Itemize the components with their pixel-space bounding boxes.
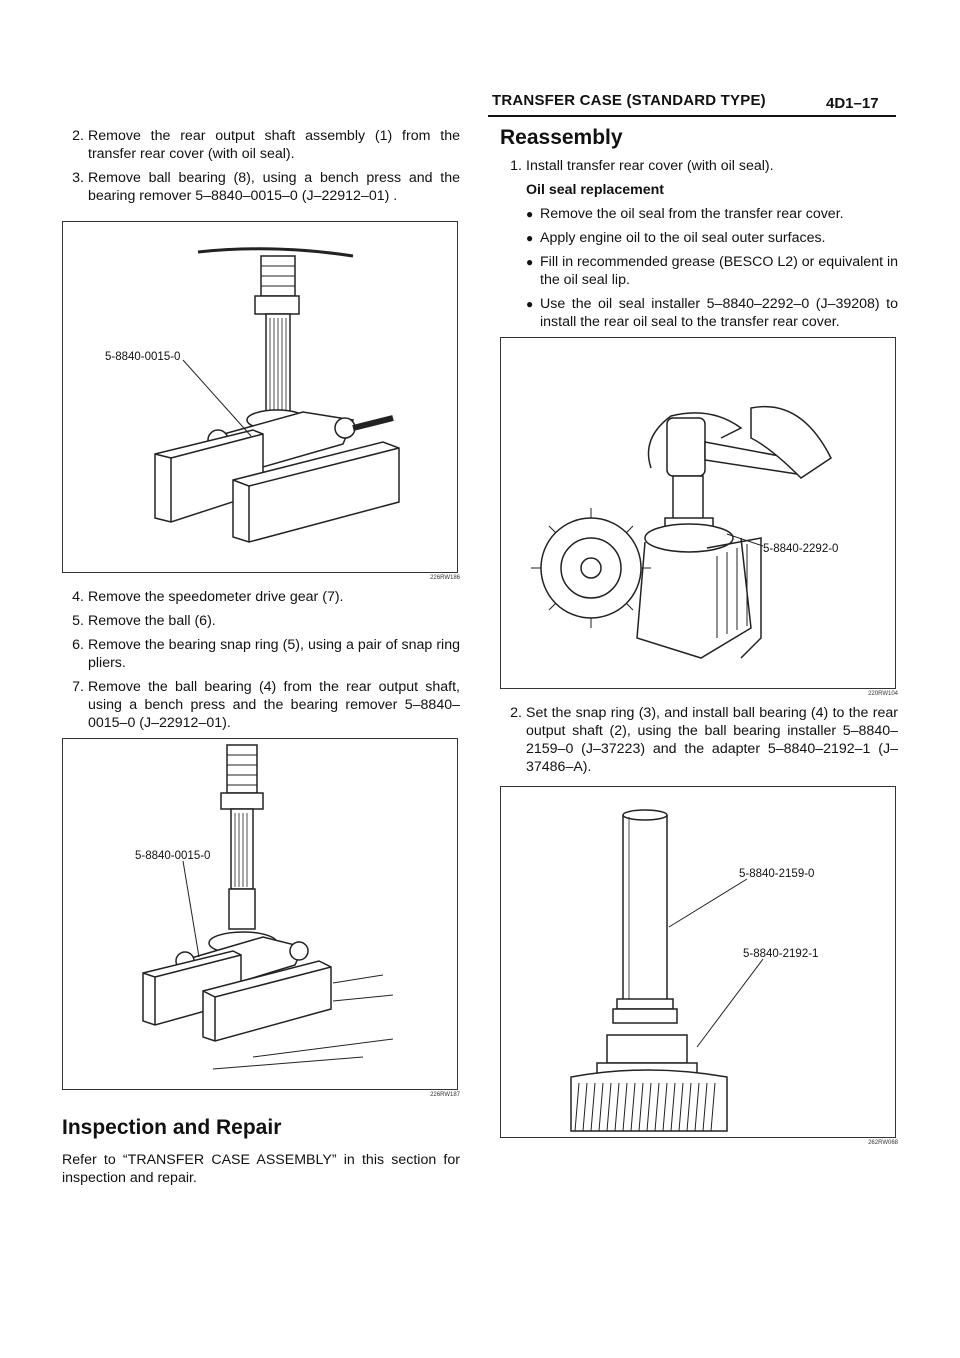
bullet-icon: ● xyxy=(526,255,534,269)
figure-code: 262RW068 xyxy=(868,1140,898,1146)
step-number: 2. xyxy=(510,705,522,721)
step-text: Remove the speedometer drive gear (7). xyxy=(88,589,344,605)
bullet-text: Use the oil seal installer 5–8840–2292–0 (J–39208) to install the rear oil seal to the transfer rear cover. xyxy=(540,296,898,330)
step-6 xyxy=(62,636,460,672)
step-text: Remove the ball (6). xyxy=(88,613,216,629)
step-number: 3. xyxy=(72,170,84,186)
step-4 xyxy=(62,588,460,606)
section-heading-inspection: Inspection and Repair xyxy=(62,1116,282,1139)
figure-bearing-remover-1 xyxy=(62,221,458,573)
subheading-oil-seal: Oil seal replacement xyxy=(526,182,665,198)
bullet-text: Apply engine oil to the oil seal outer surfaces. xyxy=(540,230,826,246)
left-column xyxy=(62,127,460,1187)
bullet-item xyxy=(526,253,898,289)
step-5 xyxy=(62,612,460,630)
tool-callout-label: 5-8840-2192-1 xyxy=(743,948,819,960)
step-text: Install transfer rear cover (with oil seal). xyxy=(526,158,774,174)
step-number: 5. xyxy=(72,613,84,629)
bullet-item xyxy=(526,229,898,247)
illustration-ball-bearing-install xyxy=(501,787,895,1137)
figure-code: 226RW186 xyxy=(430,575,460,581)
right-column xyxy=(500,125,898,1153)
tool-callout-label: 5-8840-0015-0 xyxy=(105,351,181,363)
step-number: 1. xyxy=(510,158,522,174)
figure-oil-seal-installer xyxy=(500,337,896,689)
step-2 xyxy=(62,127,460,163)
step-7 xyxy=(62,678,460,732)
step-text: Remove the rear output shaft assembly (1) from the transfer rear cover (with oil seal). xyxy=(88,128,460,162)
step-number: 6. xyxy=(72,637,84,653)
figure-code: 220RW104 xyxy=(868,691,898,697)
figure-code: 226RW187 xyxy=(430,1092,460,1098)
bullet-item xyxy=(526,295,898,331)
section-heading-reassembly: Reassembly xyxy=(500,126,623,149)
step-3 xyxy=(62,169,460,205)
bullet-text: Remove the oil seal from the transfer rear cover. xyxy=(540,206,844,222)
bullet-icon: ● xyxy=(526,297,534,311)
figure-bearing-remover-2 xyxy=(62,738,458,1090)
step-number: 4. xyxy=(72,589,84,605)
bullet-text: Fill in recommended grease (BESCO L2) or equivalent in the oil seal lip. xyxy=(540,254,899,288)
tool-callout-label: 5-8840-2292-0 xyxy=(763,543,839,555)
step-text: Set the snap ring (3), and install ball bearing (4) to the rear output shaft (2), using the ball bearing installer 5–8840–2159–0 (J–37223) and the adapter 5–8840–2192–1 (J–37486–A). xyxy=(526,705,898,775)
illustration-rear-output-shaft xyxy=(63,739,457,1089)
step-text: Remove the bearing snap ring (5), using a pair of snap ring pliers. xyxy=(88,637,460,671)
tool-callout-label: 5-8840-0015-0 xyxy=(135,850,211,862)
step-number: 7. xyxy=(72,679,84,695)
bullet-item xyxy=(526,205,898,223)
step-number: 2. xyxy=(72,128,84,144)
inspection-text: Refer to “TRANSFER CASE ASSEMBLY” in this section for inspection and repair. xyxy=(62,1152,460,1186)
illustration-oil-seal-install xyxy=(501,338,895,688)
figure-ball-bearing-installer xyxy=(500,786,896,1138)
tool-callout-label: 5-8840-2159-0 xyxy=(739,868,815,880)
step-1 xyxy=(500,157,898,175)
illustration-bench-press xyxy=(63,222,457,572)
step-text: Remove the ball bearing (4) from the rear output shaft, using a bench press and the bearing remover 5–8840–0015–0 (J–22912–01). xyxy=(88,679,460,731)
bullet-icon: ● xyxy=(526,231,534,245)
page-number: 4D1–17 xyxy=(826,95,879,112)
step-2-reassembly xyxy=(500,704,898,776)
step-text: Remove ball bearing (8), using a bench press and the bearing remover 5–8840–0015–0 (J–22912–01) . xyxy=(88,170,460,204)
header-rule xyxy=(488,115,896,117)
section-title: TRANSFER CASE (STANDARD TYPE) xyxy=(492,92,766,109)
bullet-icon: ● xyxy=(526,207,534,221)
